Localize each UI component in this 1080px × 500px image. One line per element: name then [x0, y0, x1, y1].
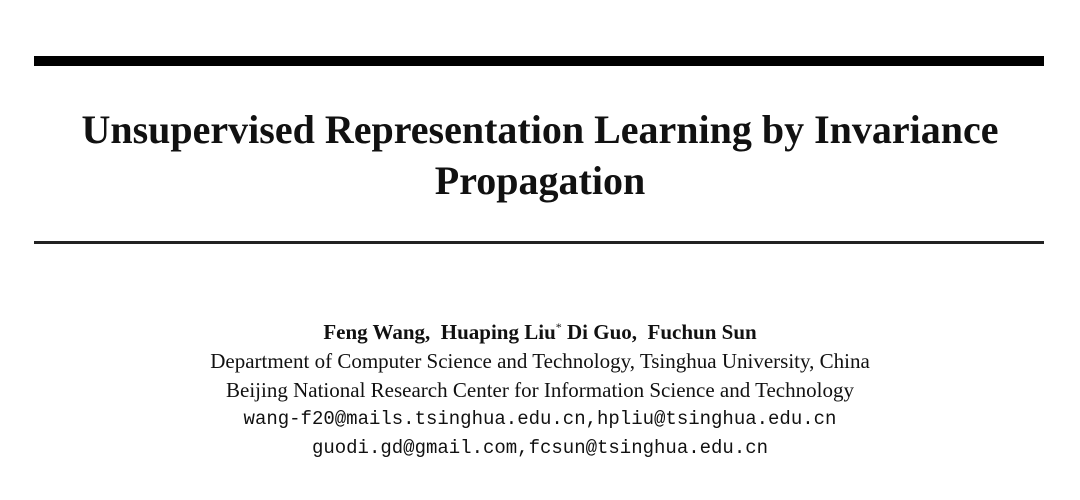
bottom-rule	[34, 241, 1044, 244]
author-name: Feng Wang	[323, 320, 426, 344]
author-name: Di Guo	[567, 320, 632, 344]
corresponding-author-mark: *	[555, 320, 562, 334]
author-block	[0, 312, 1080, 463]
affiliation: Beijing National Research Center for Information Science and Technology	[226, 378, 854, 402]
author-list: Feng Wang, Huaping Liu* Di Guo, Fuchun Sun	[323, 320, 757, 344]
author-name: Huaping Liu	[440, 320, 556, 344]
affiliation: Department of Computer Science and Technology, Tsinghua University, China	[210, 349, 870, 373]
title-line-1: Unsupervised Representation Learning by Invariance	[81, 107, 999, 152]
email-line: guodi.gd@gmail.com,fcsun@tsinghua.edu.cn	[311, 437, 769, 459]
paper-title	[0, 104, 1080, 206]
title-line-2: Propagation	[434, 158, 646, 203]
top-rule	[34, 56, 1044, 66]
email-line: wang-f20@mails.tsinghua.edu.cn,hpliu@tsinghua.edu.cn	[243, 408, 837, 430]
author-name: Fuchun Sun	[647, 320, 757, 344]
